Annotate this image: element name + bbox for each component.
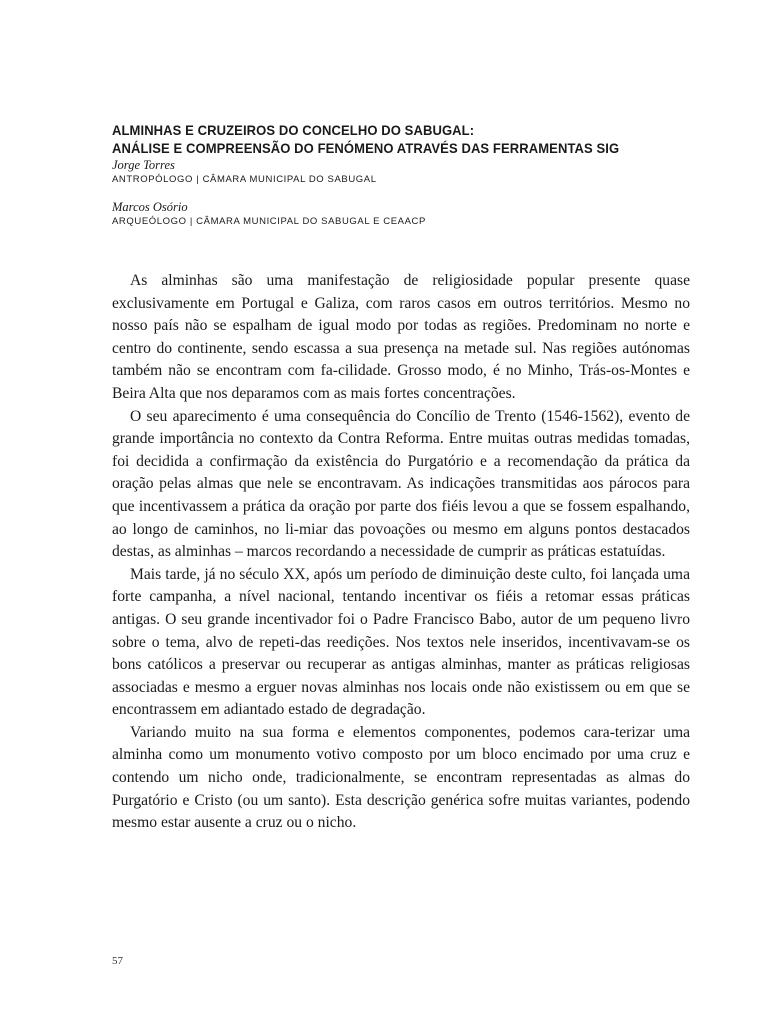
body-paragraph: Mais tarde, já no século XX, após um período de diminuição deste culto, foi lançada uma forte campanha, a nível nacional, tentando incentivar os fiéis a retomar essas práticas antigas. O seu grande incentivador foi o Padre Francisco Babo, autor de um pequeno livro sobre o tema, alvo de repeti-das reedições. Nos textos nele inseridos, incentivavam-se os bons católicos a preservar ou recuperar as antigas alminhas, manter as práticas religiosas associadas e mesmo a erguer novas alminhas nos locais onde não existissem ou em que se encontrassem em adiantado estado de degradação.: [112, 565, 690, 719]
author-affiliation: ARQUEÓLOGO | CÂMARA MUNICIPAL DO SABUGAL E CEAACP: [112, 216, 426, 227]
article-body: [112, 270, 690, 835]
article-header: [112, 121, 672, 228]
body-paragraph: As alminhas são uma manifestação de religiosidade popular presente quase exclusivamente em Portugal e Galiza, com raros casos em outros territórios. Mesmo no nosso país não se espalham de igual modo por todas as regiões. Predominam no norte e centro do continente, sendo escassa a sua presença na metade sul. Nas regiões autónomas também não se encontram com fa-cilidade. Grosso modo, é no Minho, Trás-os-Montes e Beira Alta que nos deparamos com as mais fortes concentrações.: [112, 272, 690, 402]
author-block: [112, 157, 672, 186]
author-name: Jorge Torres: [112, 158, 175, 172]
author-block: [112, 199, 672, 228]
author-name: Marcos Osório: [112, 200, 188, 214]
body-paragraph: O seu aparecimento é uma consequência do Concílio de Trento (1546-1562), evento de grande importância no contexto da Contra Reforma. Entre muitas outras medidas tomadas, foi decidida a confirmação da existência do Purgatório e a recomendação da prática da oração pelas almas que nele se encontravam. As indicações transmitidas aos párocos para que incentivassem a prática da oração por parte dos fiéis levou a que se fossem espalhando, ao longo de caminhos, no li-miar das povoações ou mesmo em alguns pontos destacados destas, as alminhas – marcos recordando a necessidade de cumprir as práticas estatuídas.: [112, 407, 690, 561]
page-number: 57: [112, 955, 123, 967]
body-paragraph: Variando muito na sua forma e elementos componentes, podemos cara-terizar uma alminha como um monumento votivo composto por um bloco encimado por uma cruz e contendo um nicho onde, tradicionalmente, se encontram representadas as almas do Purgatório e Cristo (ou um santo). Esta descrição genérica sofre muitas variantes, podendo mesmo estar ausente a cruz ou o nicho.: [112, 723, 690, 832]
article-title-line-1: ALMINHAS E CRUZEIROS DO CONCELHO DO SABUGAL:: [112, 122, 475, 138]
author-affiliation: ANTROPÓLOGO | CÂMARA MUNICIPAL DO SABUGAL: [112, 174, 377, 185]
article-title-line-2: ANÁLISE E COMPREENSÃO DO FENÓMENO ATRAVÉS DAS FERRAMENTAS SIG: [112, 140, 620, 156]
